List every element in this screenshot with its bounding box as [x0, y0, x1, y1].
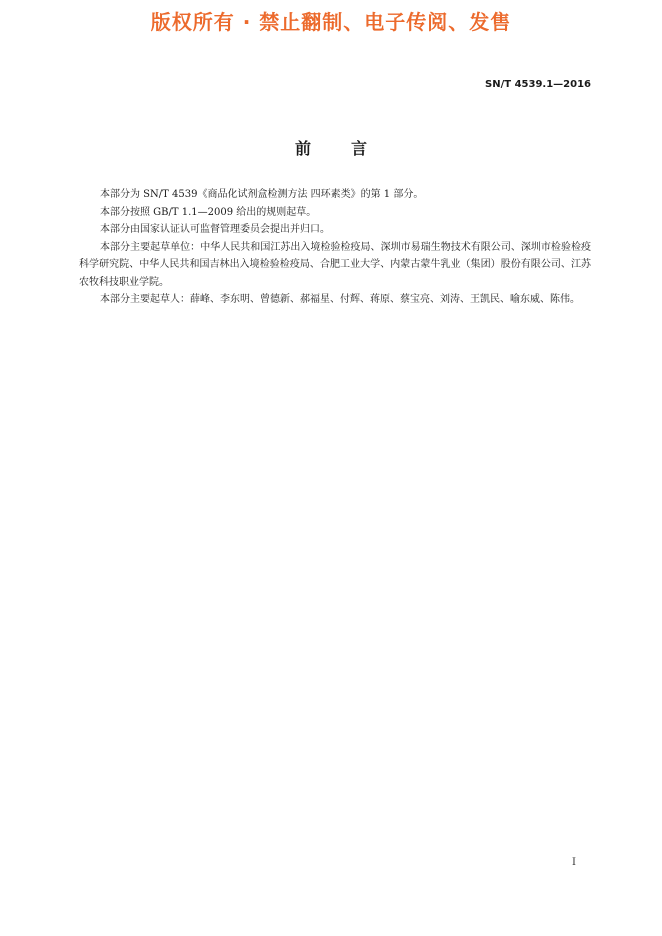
paragraph-drafters: 本部分主要起草人：薛峰、李东明、曾德新、郝福星、付辉、蒋原、蔡宝亮、刘涛、王凯民、喻东威、陈伟。	[100, 294, 580, 305]
copyright-watermark: 版权所有 · 禁止翻制、电子传阅、发售	[150, 10, 512, 34]
paragraph-proposer: 本部分由国家认证认可监督管理委员会提出并归口。	[100, 224, 330, 235]
foreword-body	[79, 186, 591, 309]
paragraph-scope: 本部分为 SN/T 4539《商品化试剂盒检测方法 四环素类》的第 1 部分。	[100, 189, 424, 200]
page-number: I	[572, 857, 576, 868]
paragraph-drafting-units: 本部分主要起草单位：中华人民共和国江苏出入境检验检疫局、深圳市易瑞生物技术有限公司、深圳市检验检疫科学研究院、中华人民共和国吉林出入境检验检疫局、合肥工业大学、内蒙古蒙牛乳业（集团）股份有限公司、江苏农牧科技职业学院。	[79, 241, 591, 288]
standard-code: SN/T 4539.1—2016	[485, 79, 591, 90]
page-title: 前言	[294, 139, 407, 158]
paragraph-drafting-rules: 本部分按照 GB/T 1.1—2009 给出的规则起草。	[100, 206, 317, 218]
